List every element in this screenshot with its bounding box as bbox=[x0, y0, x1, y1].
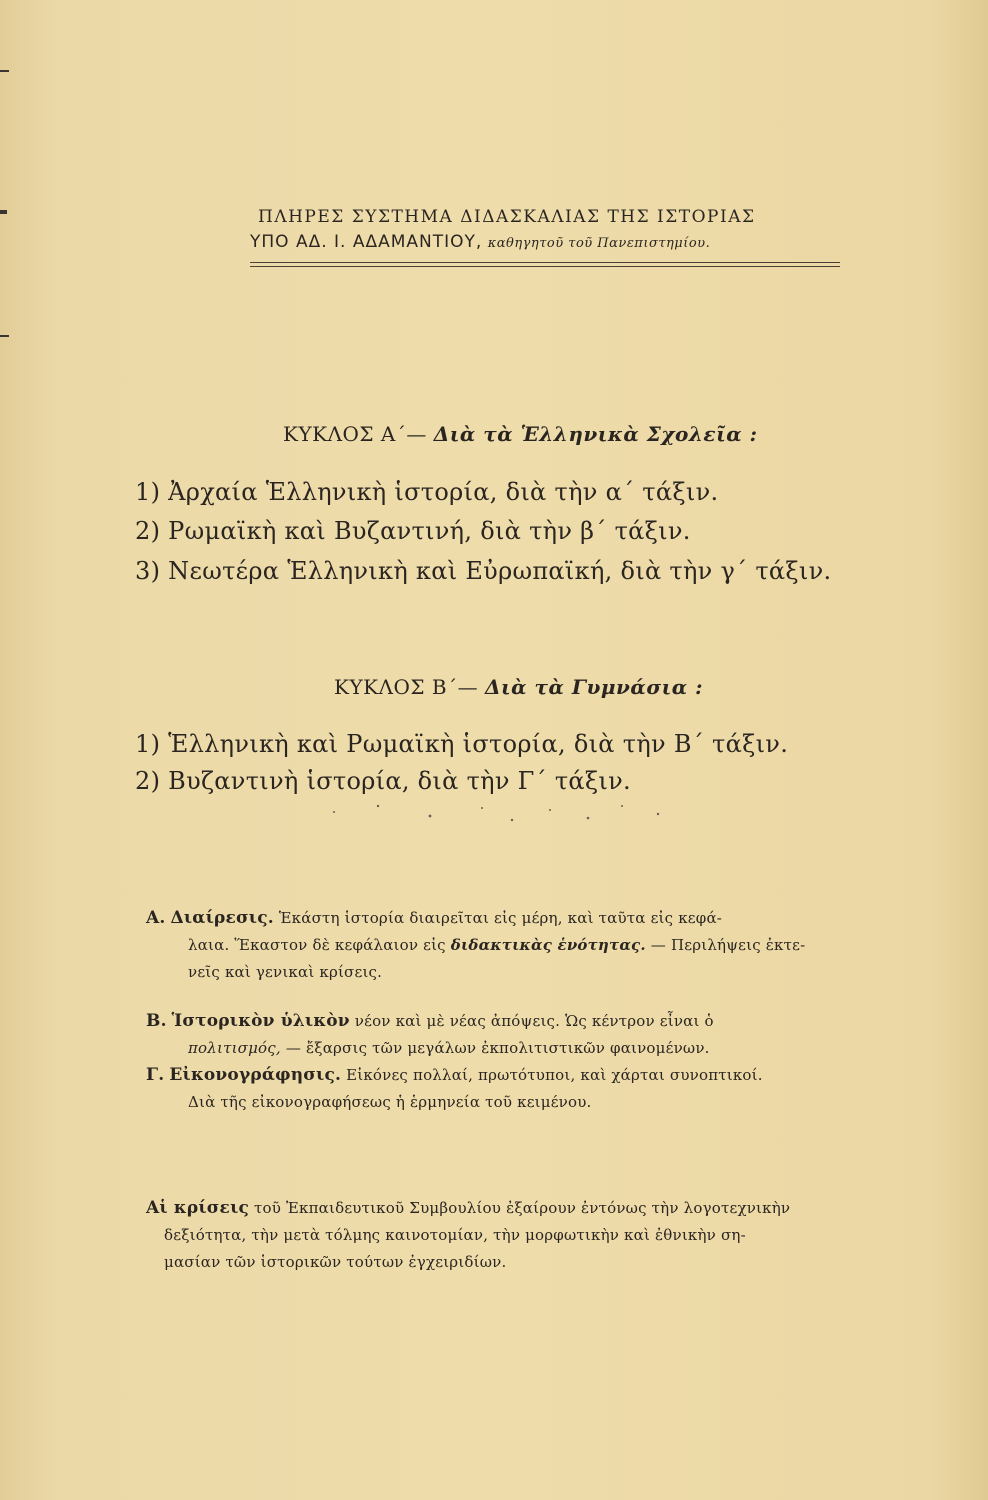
feature-a-line-1 bbox=[146, 905, 805, 932]
feature-b-text-2b: — ἔξαρσις τῶν μεγάλων ἐκπολιτιστικῶν φαινομένων. bbox=[285, 1039, 710, 1057]
feature-c bbox=[146, 1062, 763, 1116]
cycle-a-item-1: 1) Ἀρχαία Ἑλληνικὴ ἱστορία, διὰ τὴν α΄ τάξιν. bbox=[135, 478, 719, 506]
header-subtitle bbox=[250, 232, 850, 252]
feature-a-text-2a: λαια. Ἕκαστον δὲ κεφάλαιον εἰς bbox=[188, 936, 446, 954]
feature-c-letter: Γ. bbox=[146, 1065, 165, 1085]
edge-mark bbox=[0, 210, 7, 214]
cycle-a-label: ΚΥΚΛΟΣ Α΄— bbox=[283, 422, 427, 446]
header-author: ΥΠΟ ΑΔ. Ι. ΑΔΑΜΑΝΤΙΟΥ, bbox=[250, 232, 483, 252]
feature-a-line-2 bbox=[146, 932, 805, 959]
cycle-a-heading bbox=[283, 422, 757, 446]
cycle-a-item-3: 3) Νεωτέρα Ἑλληνικὴ καὶ Εὐρωπαϊκή, διὰ τὴν γ΄ τάξιν. bbox=[135, 557, 832, 585]
feature-c-heading: Εἰκονογράφησις. bbox=[169, 1065, 342, 1085]
feature-a-letter: Α. bbox=[146, 908, 166, 928]
feature-a-text-1: Ἑκάστη ἱστορία διαιρεῖται εἰς μέρη, καὶ ταῦτα εἰς κεφά- bbox=[278, 909, 723, 927]
feature-c-line-2: Διὰ τῆς εἰκονογραφήσεως ἡ ἑρμηνεία τοῦ κειμένου. bbox=[188, 1093, 592, 1111]
feature-b-line-2 bbox=[146, 1035, 714, 1062]
reviews-line-2: δεξιότητα, τὴν μετὰ τόλμης καινοτομίαν, τὴν μορφωτικὴν καὶ ἐθνικὴν ση- bbox=[164, 1226, 746, 1244]
edge-mark bbox=[0, 70, 9, 72]
cycle-b-item-1: 1) Ἑλληνικὴ καὶ Ρωμαϊκὴ ἱστορία, διὰ τὴν Β΄ τάξιν. bbox=[135, 730, 789, 758]
cycle-b-title: Διὰ τὰ Γυμνάσια : bbox=[484, 675, 703, 699]
feature-a-line-3: νεῖς καὶ γενικαὶ κρίσεις. bbox=[188, 963, 383, 981]
reviews-line-3: μασίαν τῶν ἱστορικῶν τούτων ἐγχειριδίων. bbox=[164, 1253, 507, 1271]
feature-b-text-1: νέον καὶ μὲ νέας ἀπόψεις. Ὡς κέντρον εἶναι ὁ bbox=[354, 1012, 714, 1030]
feature-a-text-2b: διδακτικὰς ἑνότητας. bbox=[450, 936, 646, 954]
cycle-b-label: ΚΥΚΛΟΣ Β΄— bbox=[334, 675, 479, 699]
feature-a bbox=[146, 905, 805, 986]
reviews bbox=[146, 1195, 790, 1276]
print-specks bbox=[320, 800, 680, 830]
cycle-b-item-2: 2) Βυζαντινὴ ἱστορία, διὰ τὴν Γ΄ τάξιν. bbox=[135, 767, 631, 795]
feature-b bbox=[146, 1008, 714, 1062]
feature-b-text-2a: πολιτισμός, bbox=[188, 1039, 281, 1057]
reviews-text-1: τοῦ Ἐκπαιδευτικοῦ Συμβουλίου ἐξαίρουν ἐντόνως τὴν λογοτεχνικὴν bbox=[254, 1199, 791, 1217]
feature-c-text-1: Εἰκόνες πολλαί, πρωτότυποι, καὶ χάρται συνοπτικοί. bbox=[346, 1066, 763, 1084]
feature-b-heading: Ἱστορικὸν ὑλικὸν bbox=[171, 1011, 350, 1031]
header-rule bbox=[250, 262, 840, 263]
feature-c-line-1 bbox=[146, 1062, 763, 1089]
reviews-heading: Αἱ κρίσεις bbox=[146, 1198, 250, 1218]
feature-a-text-2c: — Περιλήψεις ἐκτε- bbox=[650, 936, 806, 954]
feature-a-heading: Διαίρεσις. bbox=[170, 908, 274, 928]
header-rule bbox=[250, 266, 840, 267]
feature-b-line-1 bbox=[146, 1008, 714, 1035]
cycle-b-heading bbox=[334, 675, 703, 699]
cycle-a-title: Διὰ τὰ Ἑλληνικὰ Σχολεῖα : bbox=[433, 422, 758, 446]
feature-b-letter: Β. bbox=[146, 1011, 167, 1031]
header-author-title: καθηγητοῦ τοῦ Πανεπιστημίου. bbox=[487, 236, 711, 251]
reviews-line-1 bbox=[146, 1195, 790, 1222]
edge-mark bbox=[0, 335, 9, 337]
cycle-a-item-2: 2) Ρωμαϊκὴ καὶ Βυζαντινή, διὰ τὴν β΄ τάξιν. bbox=[135, 517, 691, 545]
header-title: ΠΛΗΡΕΣ ΣΥΣΤΗΜΑ ΔΙΔΑΣΚΑΛΙΑΣ ΤΗΣ ΙΣΤΟΡΙΑΣ bbox=[258, 207, 756, 227]
